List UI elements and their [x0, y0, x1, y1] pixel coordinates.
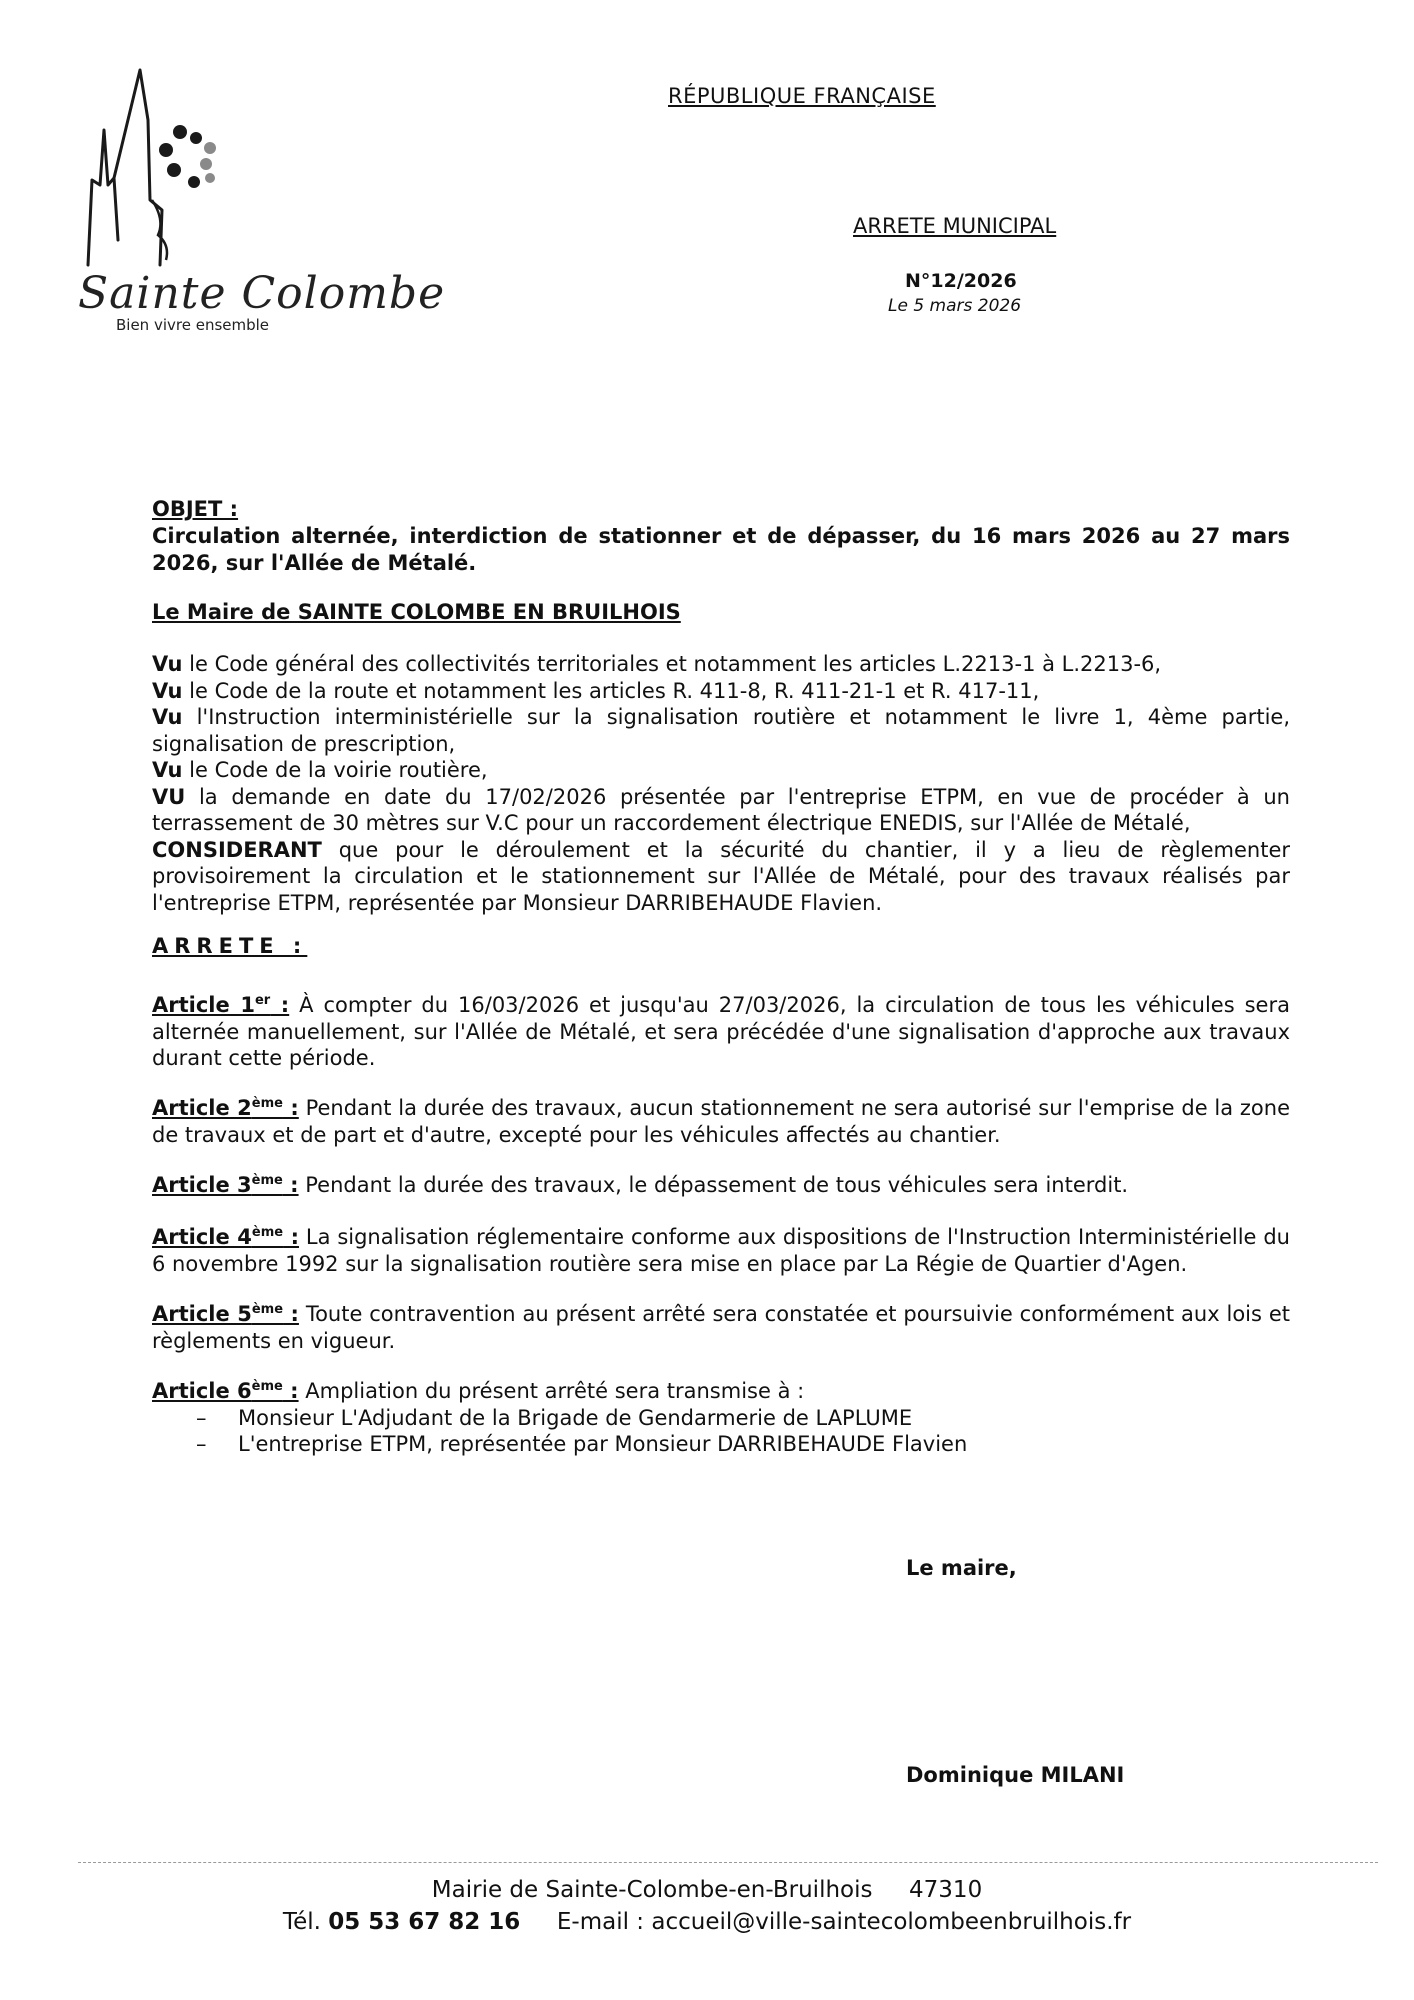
- visas-block: [152, 651, 1290, 916]
- article-2: [152, 1091, 1290, 1148]
- article-text: Ampliation du présent arrêté sera transmise à :: [298, 1379, 805, 1403]
- arrete-heading: ARRETE :: [152, 934, 308, 958]
- email-label: E-mail :: [556, 1909, 645, 1935]
- logo-dot: [204, 142, 216, 154]
- article-4: [152, 1220, 1290, 1277]
- logo-dot: [200, 158, 212, 170]
- article-text: Pendant la durée des travaux, le dépassement de tous véhicules sera interdit.: [298, 1173, 1129, 1197]
- visa-line: Vu le Code général des collectivités territoriales et notamment les articles L.2213-1 à L.2213-6,: [152, 652, 1162, 676]
- article-6: [152, 1374, 1290, 1458]
- phone-label: Tél.: [282, 1909, 321, 1935]
- republic-heading: RÉPUBLIQUE FRANÇAISE: [668, 84, 936, 108]
- logo-dot: [188, 176, 200, 188]
- signature-title: Le maire,: [906, 1556, 1017, 1580]
- arrete-date: Le 5 mars 2026: [888, 296, 1022, 316]
- article-label: Article 6ème :: [152, 1379, 299, 1403]
- footer-divider: [78, 1862, 1378, 1863]
- church-steeple-icon: [88, 70, 162, 265]
- footer-contact: [0, 1909, 1414, 1935]
- article-label: Article 1er :: [152, 993, 290, 1017]
- considerant-line: CONSIDERANT que pour le déroulement et la sécurité du chantier, il y a lieu de règlementer provisoirement la circulation et le stationnement sur l'Allée de Métalé, pour des travaux réalisés par l'entreprise ETPM, représentée par Monsieur DARRIBEHAUDE Flavien.: [152, 837, 1290, 915]
- visa-line: Vu le Code de la voirie routière,: [152, 758, 488, 782]
- logo-dot: [167, 163, 181, 177]
- article-label: Article 5ème :: [152, 1302, 299, 1326]
- phone-number: 05 53 67 82 16: [328, 1909, 521, 1935]
- visa-line: Vu l'Instruction interministérielle sur la signalisation routière et notamment le livre 1, 4ème partie, signalisation de prescription,: [152, 705, 1290, 756]
- email-address: accueil@ville-saintecolombeenbruilhois.fr: [651, 1909, 1132, 1935]
- article-text: Pendant la durée des travaux, aucun stationnement ne sera autorisé sur l'emprise de la zone de travaux et de part et d'autre, excepté pour les véhicules affectés au chantier.: [152, 1096, 1290, 1147]
- article-text: À compter du 16/03/2026 et jusqu'au 27/03/2026, la circulation de tous les véhicules sera alternée manuellement, sur l'Allée de Métalé, et sera précédée d'une signalisation d'approche aux travaux durant cette période.: [152, 993, 1290, 1070]
- objet-text: Circulation alternée, interdiction de stationner et de dépasser, du 16 mars 2026 au 27 mars 2026, sur l'Allée de Métalé.: [152, 524, 1290, 575]
- arrete-title: ARRETE MUNICIPAL: [853, 214, 1057, 238]
- distribution-item: – Monsieur L'Adjudant de la Brigade de Gendarmerie de LAPLUME: [152, 1405, 1290, 1432]
- article-label: Article 4ème :: [152, 1225, 299, 1249]
- visa-line: VU la demande en date du 17/02/2026 présentée par l'entreprise ETPM, en vue de procéder à un terrassement de 30 mètres sur V.C pour un raccordement électrique ENEDIS, sur l'Allée de Métalé,: [152, 784, 1290, 835]
- signature-name: Dominique MILANI: [906, 1763, 1125, 1787]
- distribution-list: [152, 1405, 1290, 1458]
- article-label: Article 3ème :: [152, 1173, 299, 1197]
- article-text: Toute contravention au présent arrêté sera constatée et poursuivie conformément aux lois et règlements en vigueur.: [152, 1302, 1290, 1353]
- logo-wordmark: Sainte Colombe: [78, 268, 446, 319]
- logo-dot: [159, 143, 173, 157]
- logo-dot: [205, 173, 215, 183]
- arrete-number: N°12/2026: [905, 270, 1017, 292]
- footer-address: Mairie de Sainte-Colombe-en-Bruilhois 47310: [431, 1877, 983, 1903]
- article-1: [152, 988, 1290, 1072]
- article-5: [152, 1297, 1290, 1354]
- logo-dot: [173, 125, 187, 139]
- article-label: Article 2ème :: [152, 1096, 299, 1120]
- article-text: La signalisation réglementaire conforme aux dispositions de l'Instruction Interministérielle du 6 novembre 1992 sur la signalisation routière sera mise en place par La Régie de Quartier d'Agen.: [152, 1225, 1290, 1276]
- logo-tagline: Bien vivre ensemble: [116, 316, 270, 334]
- visa-line: Vu le Code de la route et notamment les articles R. 411-8, R. 411-21-1 et R. 417-11,: [152, 678, 1040, 703]
- distribution-item: – L'entreprise ETPM, représentée par Monsieur DARRIBEHAUDE Flavien: [152, 1431, 1290, 1458]
- logo-dot: [190, 132, 202, 144]
- objet-label: OBJET :: [152, 497, 239, 521]
- maire-heading: Le Maire de SAINTE COLOMBE EN BRUILHOIS: [152, 600, 681, 624]
- article-3: [152, 1168, 1290, 1199]
